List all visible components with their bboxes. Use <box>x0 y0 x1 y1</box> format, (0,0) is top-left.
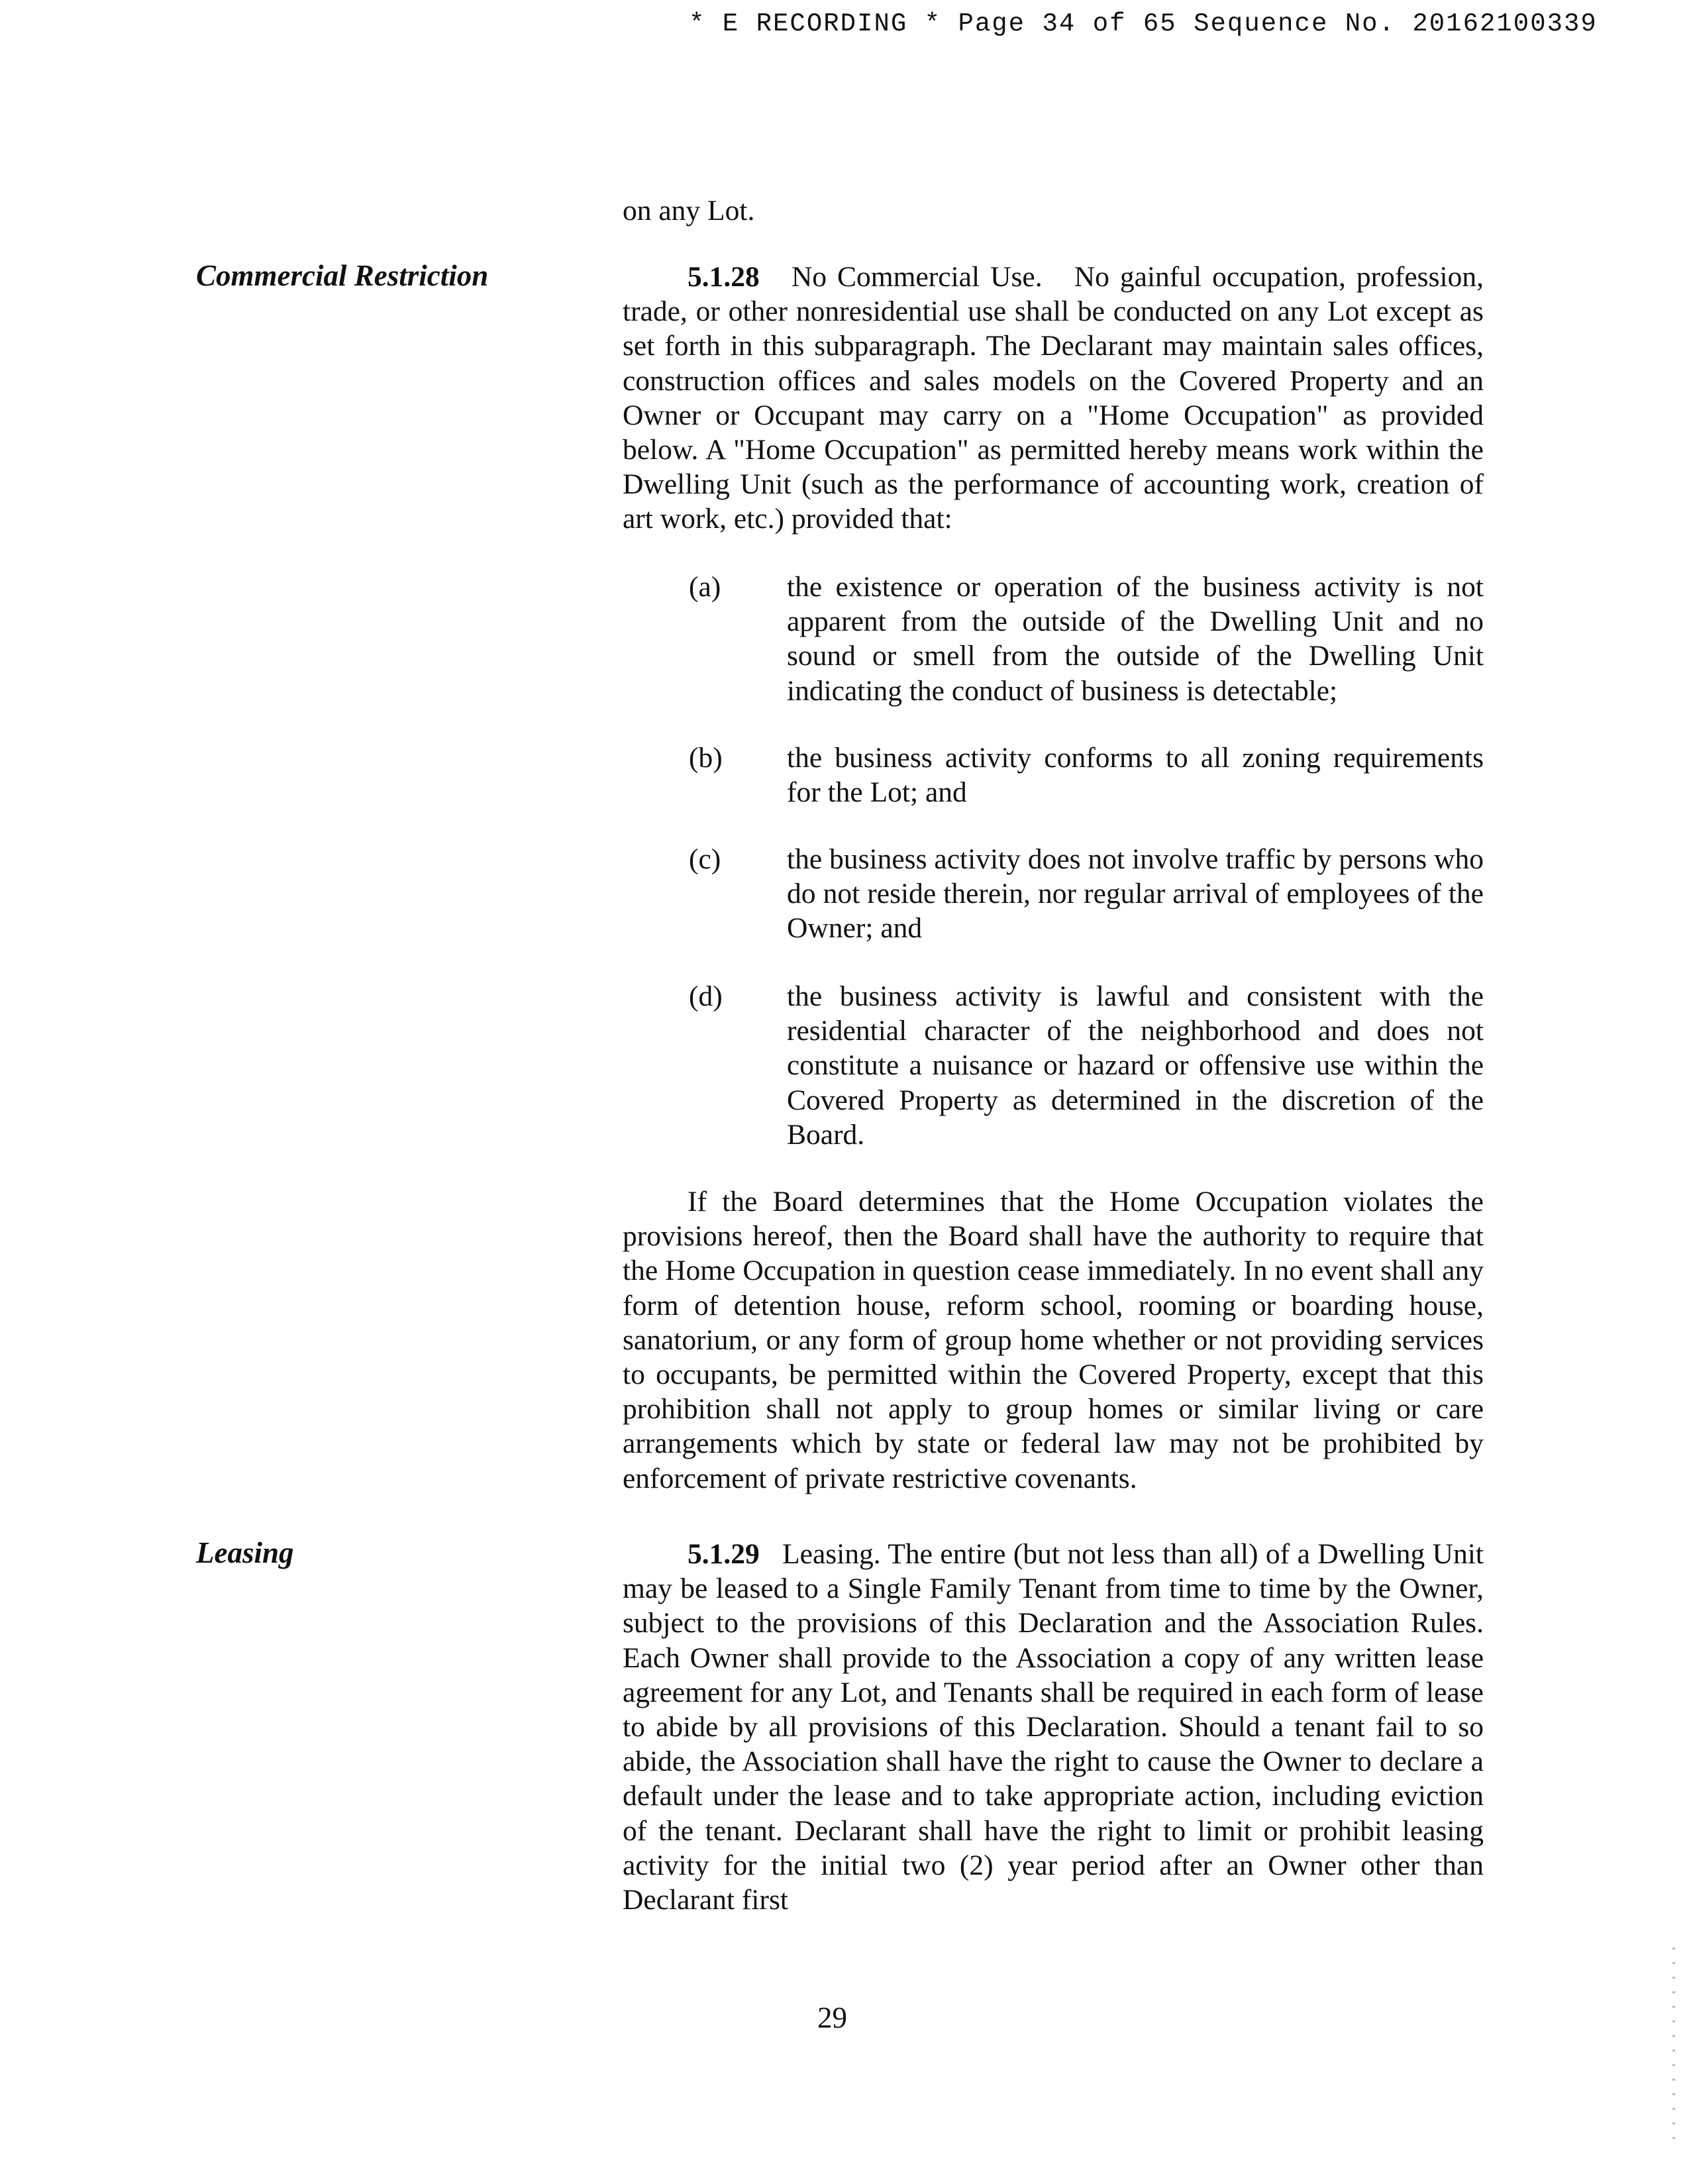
side-heading-leasing: Leasing <box>196 1536 294 1569</box>
list-item-text: the business activity is lawful and consistent with the residential character of the neighborhood and does not constitute a nuisance or hazard or offensive use within the Covered Property as determined in the discretion of the Board. <box>787 980 1484 1151</box>
list-item-label: (c) <box>689 843 721 875</box>
continuation-text: on any Lot. <box>623 195 755 227</box>
section-number: 5.1.29 <box>688 1538 760 1570</box>
list-item-text: the existence or operation of the business activity is not apparent from the outside of the Dwelling Unit and no sound or smell from the outside of the Dwelling Unit indicating the conduct of business is detectable; <box>787 571 1484 707</box>
recording-stamp-header: * E RECORDING * Page 34 of 65 Sequence No. 20162100339 <box>689 9 1598 38</box>
section-number: 5.1.28 <box>688 261 760 293</box>
list-item-label: (a) <box>689 571 721 603</box>
section-5-1-29 <box>623 1537 1484 1917</box>
side-heading-commercial-restriction: Commercial Restriction <box>196 259 489 292</box>
section-title: No Commercial Use. <box>791 261 1043 293</box>
scan-edge-marks <box>1672 1948 1675 2146</box>
list-item-text: the business activity conforms to all zoning requirements for the Lot; and <box>787 742 1484 809</box>
section-5-1-28-intro <box>623 260 1484 537</box>
list-item-label: (b) <box>689 742 723 774</box>
section-5-1-28-closing: If the Board determines that the Home Occupation violates the provisions hereof, then the Board shall have the authority to require that the Home Occupation in question cease immediately. In no event shall any form of detention house, reform school, rooming or boarding house, sanatorium, or any form of group home whether or not providing services to occupants, be permitted within the Covered Property, except that this prohibition shall not apply to group homes or similar living or care arrangements which by state or federal law may not be prohibited by enforcement of private restrictive covenants. <box>623 1186 1484 1494</box>
section-body-text: Leasing. The entire (but not less than all) of a Dwelling Unit may be leased to a Single Family Tenant from time to time by the Owner, subject to the provisions of this Declaration and the Association Rules. Each Owner shall provide to the Association a copy of any written lease agreement for any Lot, and Tenants shall be required in each form of lease to abide by all provisions of this Declaration. Should a tenant fail to so abide, the Association shall have the right to cause the Owner to declare a default under the lease and to take appropriate action, including eviction of the tenant. Declarant shall have the right to limit or prohibit leasing activity for the initial two (2) year period after an Owner other than Declarant first <box>623 1538 1484 1916</box>
section-intro-text: No gainful occupation, profession, trade, or other nonresidential use shall be conducted on any Lot except as set forth in this subparagraph. The Declarant may maintain sales offices, construction offices and sales models on the Covered Property and an Owner or Occupant may carry on a "Home Occupation" as provided below. A "Home Occupation" as permitted hereby means work within the Dwelling Unit (such as the performance of accounting work, creation of art work, etc.) provided that: <box>623 261 1484 535</box>
page-number: 29 <box>817 2001 847 2034</box>
list-item-text: the business activity does not involve traffic by persons who do not reside therein, nor regular arrival of employees of the Owner; and <box>787 843 1484 945</box>
list-item-label: (d) <box>689 980 723 1012</box>
